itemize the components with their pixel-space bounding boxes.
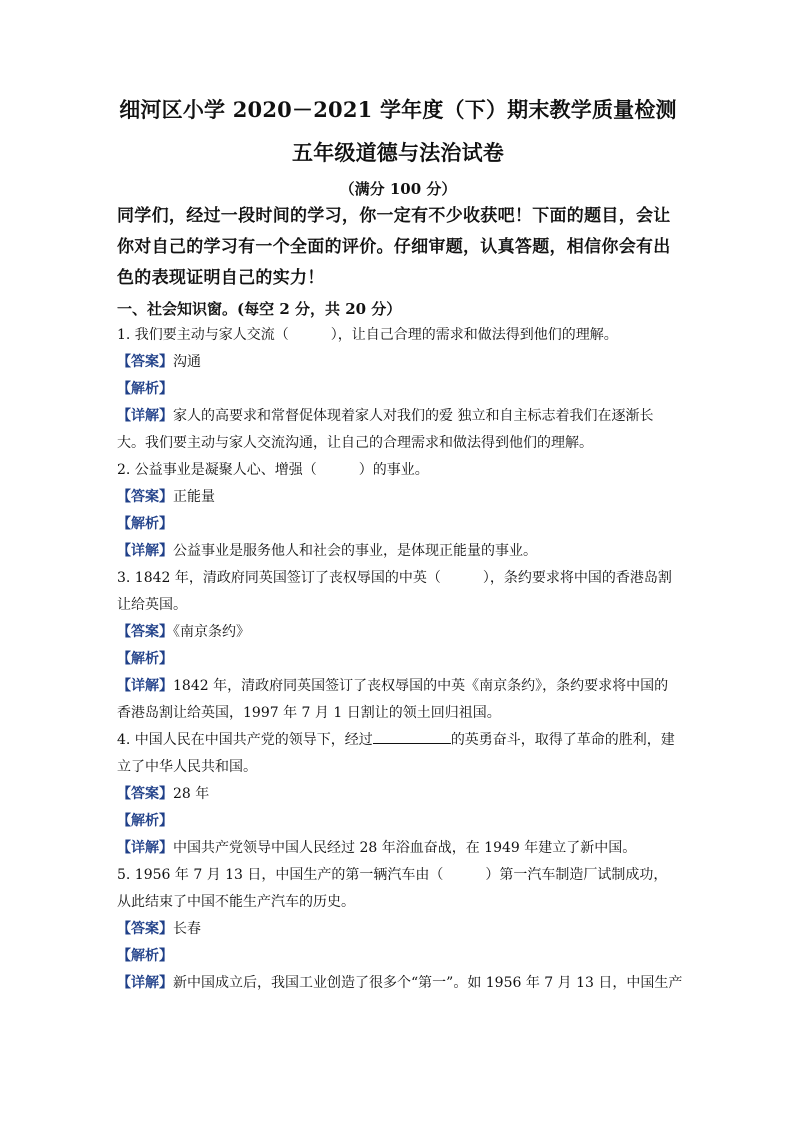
answer-label: 【答案】 bbox=[117, 489, 173, 505]
detail-line bbox=[117, 403, 679, 457]
question-stem: 2. 公益事业是凝聚人心、增强（ ）的事业。 bbox=[117, 462, 429, 478]
answer-text: 28 年 bbox=[173, 786, 210, 802]
detail-text: 家人的高要求和常督促体现着家人对我们的爱 独立和自主标志着我们在逐渐长大。我们要主动与家人交流沟通，让自己的合理需求和做法得到他们的理解。 bbox=[117, 408, 654, 451]
answer-label: 【答案】 bbox=[117, 921, 173, 937]
exam-page bbox=[117, 96, 683, 997]
detail-text: 中国共产党领导中国人民经过 28 年浴血奋战，在 1949 年建立了新中国。 bbox=[173, 840, 637, 856]
detail-label: 【详解】 bbox=[117, 840, 173, 856]
question-stem-end: 的英勇奋斗，取得了革命的胜利，建立了中华人民共和国。 bbox=[117, 732, 675, 775]
detail-label: 【详解】 bbox=[117, 678, 173, 694]
detail-text: 1842 年，清政府同英国签订了丧权辱国的中英《南京条约》，条约要求将中国的香港岛割让给英国，1997 年 7 月 1 日割让的领土回归祖国。 bbox=[117, 678, 669, 721]
answer-label: 【答案】 bbox=[117, 624, 173, 640]
answer-line bbox=[117, 781, 679, 808]
detail-line bbox=[117, 835, 679, 862]
detail-label: 【详解】 bbox=[117, 408, 173, 424]
question-stem bbox=[117, 727, 679, 781]
answer-label: 【答案】 bbox=[117, 786, 173, 802]
question-stem: 5. 1956 年 7 月 13 日，中国生产的第一辆汽车由（ ）第一汽车制造厂试制成功，从此结束了中国不能生产汽车的历史。 bbox=[117, 867, 668, 910]
exam-title: 细河区小学 2020－2021 学年度（下）期末教学质量检测 bbox=[119, 97, 677, 122]
fill-blank bbox=[373, 729, 451, 744]
answer-label: 【答案】 bbox=[117, 354, 173, 370]
analysis-line bbox=[117, 511, 679, 538]
analysis-label: 【解析】 bbox=[117, 651, 173, 667]
detail-label: 【详解】 bbox=[117, 543, 173, 559]
question-stem: 1. 我们要主动与家人交流（ ），让自己合理的需求和做法得到他们的理解。 bbox=[117, 327, 618, 343]
detail-label: 【详解】 bbox=[117, 975, 173, 991]
question-stem: 3. 1842 年，清政府同英国签订了丧权辱国的中英（ ），条约要求将中国的香港岛割让给英国。 bbox=[117, 570, 672, 613]
analysis-label: 【解析】 bbox=[117, 516, 173, 532]
detail-line bbox=[117, 673, 679, 727]
analysis-line bbox=[117, 943, 679, 970]
detail-line bbox=[117, 538, 679, 565]
full-score: （满分 100 分） bbox=[339, 180, 457, 198]
detail-text: 公益事业是服务他人和社会的事业，是体现正能量的事业。 bbox=[173, 543, 537, 559]
analysis-label: 【解析】 bbox=[117, 381, 173, 397]
analysis-label: 【解析】 bbox=[117, 813, 173, 829]
question-stem-start: 4. 中国人民在中国共产党的领导下，经过 bbox=[117, 732, 373, 748]
answer-text: 《南京条约》 bbox=[173, 624, 250, 640]
answer-text: 长春 bbox=[173, 921, 201, 937]
analysis-line bbox=[117, 646, 679, 673]
answer-text: 正能量 bbox=[173, 489, 215, 505]
detail-text: 新中国成立后，我国工业创造了很多个“第一”。如 1956 年 7 月 13 日，中国生产 bbox=[173, 975, 683, 991]
analysis-line bbox=[117, 808, 679, 835]
detail-line bbox=[117, 970, 683, 997]
analysis-line bbox=[117, 376, 679, 403]
answer-line bbox=[117, 349, 679, 376]
intro-paragraph: 同学们，经过一段时间的学习，你一定有不少收获吧！下面的题目，会让你对自己的学习有一个全面的评价。仔细审题，认真答题，相信你会有出色的表现证明自己的实力！ bbox=[117, 206, 671, 288]
answer-line bbox=[117, 484, 679, 511]
answer-line bbox=[117, 916, 679, 943]
answer-text: 沟通 bbox=[173, 354, 201, 370]
exam-subtitle: 五年级道德与法治试卷 bbox=[292, 140, 504, 165]
section-heading: 一、社会知识窗。(每空 2 分，共 20 分） bbox=[117, 300, 402, 318]
answer-line bbox=[117, 619, 679, 646]
analysis-label: 【解析】 bbox=[117, 948, 173, 964]
